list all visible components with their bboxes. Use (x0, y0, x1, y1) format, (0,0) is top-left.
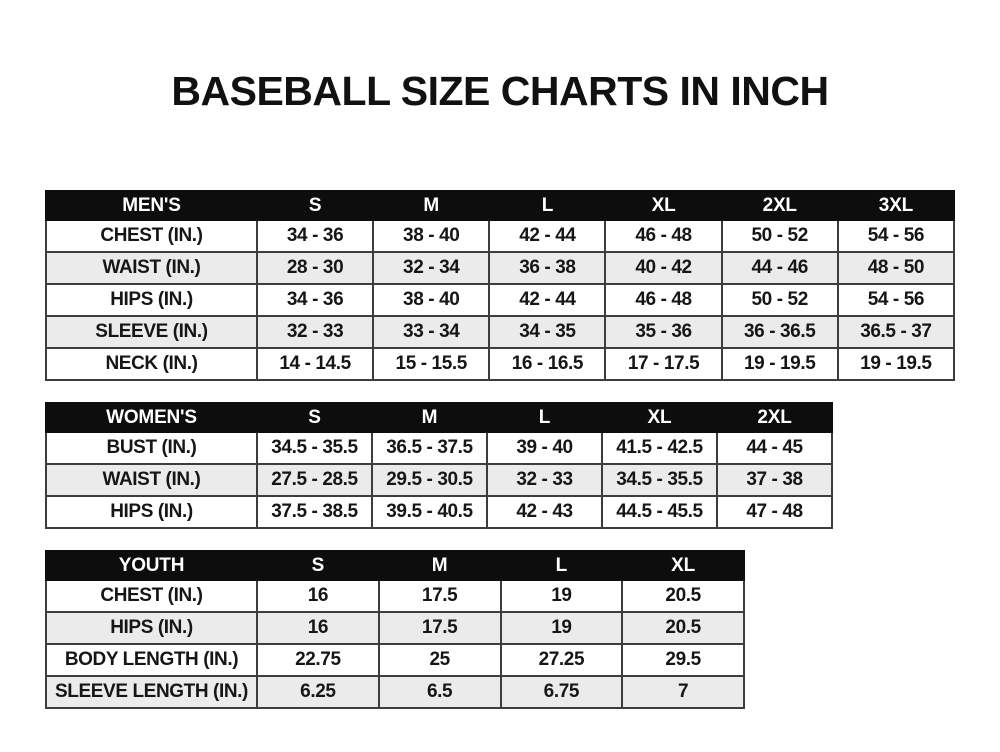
size-value-cell: 6.25 (257, 676, 379, 708)
header-row (46, 551, 744, 580)
size-value-cell: 29.5 - 30.5 (372, 464, 487, 496)
size-value-cell: 20.5 (622, 612, 744, 644)
size-value-cell: 6.5 (379, 676, 501, 708)
mens-size-table (45, 190, 955, 381)
size-column-header: M (379, 551, 501, 580)
table-row (46, 464, 832, 496)
size-value-cell: 39 - 40 (487, 432, 602, 464)
size-value-cell: 34 - 36 (257, 220, 373, 252)
size-value-cell: 41.5 - 42.5 (602, 432, 717, 464)
size-value-cell: 50 - 52 (722, 220, 838, 252)
size-value-cell: 36.5 - 37 (838, 316, 954, 348)
size-column-header: L (489, 191, 605, 220)
size-value-cell: 29.5 (622, 644, 744, 676)
table-row (46, 580, 744, 612)
table-row (46, 220, 954, 252)
row-label: SLEEVE (IN.) (46, 316, 257, 348)
table-row (46, 644, 744, 676)
size-value-cell: 39.5 - 40.5 (372, 496, 487, 528)
row-label: SLEEVE LENGTH (IN.) (46, 676, 257, 708)
size-value-cell: 50 - 52 (722, 284, 838, 316)
size-value-cell: 54 - 56 (838, 220, 954, 252)
size-value-cell: 19 - 19.5 (838, 348, 954, 380)
size-value-cell: 7 (622, 676, 744, 708)
size-value-cell: 38 - 40 (373, 220, 489, 252)
size-column-header: S (257, 191, 373, 220)
table-row (46, 348, 954, 380)
table-row (46, 252, 954, 284)
table-row (46, 284, 954, 316)
row-label: BODY LENGTH (IN.) (46, 644, 257, 676)
page-title: BASEBALL SIZE CHARTS IN INCH (171, 68, 829, 114)
table-row (46, 432, 832, 464)
size-value-cell: 48 - 50 (838, 252, 954, 284)
row-label: HIPS (IN.) (46, 496, 257, 528)
size-value-cell: 17 - 17.5 (605, 348, 721, 380)
size-value-cell: 32 - 33 (487, 464, 602, 496)
size-table (45, 402, 833, 529)
size-column-header: 2XL (722, 191, 838, 220)
size-column-header: 3XL (838, 191, 954, 220)
size-value-cell: 28 - 30 (257, 252, 373, 284)
size-value-cell: 34 - 36 (257, 284, 373, 316)
size-value-cell: 46 - 48 (605, 284, 721, 316)
row-label: CHEST (IN.) (46, 580, 257, 612)
size-column-header: M (373, 191, 489, 220)
size-value-cell: 16 (257, 612, 379, 644)
youth-size-table (45, 550, 745, 709)
size-value-cell: 16 (257, 580, 379, 612)
size-value-cell: 44 - 46 (722, 252, 838, 284)
row-label: WAIST (IN.) (46, 464, 257, 496)
row-label: CHEST (IN.) (46, 220, 257, 252)
size-value-cell: 34.5 - 35.5 (602, 464, 717, 496)
size-value-cell: 35 - 36 (605, 316, 721, 348)
size-value-cell: 20.5 (622, 580, 744, 612)
size-value-cell: 19 (501, 612, 623, 644)
size-column-header: L (487, 403, 602, 432)
table-title-cell: YOUTH (46, 551, 257, 580)
womens-size-table (45, 402, 833, 529)
size-value-cell: 32 - 34 (373, 252, 489, 284)
row-label: BUST (IN.) (46, 432, 257, 464)
size-value-cell: 44.5 - 45.5 (602, 496, 717, 528)
size-value-cell: 15 - 15.5 (373, 348, 489, 380)
size-column-header: S (257, 551, 379, 580)
size-value-cell: 44 - 45 (717, 432, 832, 464)
size-value-cell: 38 - 40 (373, 284, 489, 316)
size-value-cell: 34 - 35 (489, 316, 605, 348)
header-row (46, 191, 954, 220)
row-label: WAIST (IN.) (46, 252, 257, 284)
size-table (45, 550, 745, 709)
size-column-header: M (372, 403, 487, 432)
size-value-cell: 37.5 - 38.5 (257, 496, 372, 528)
table-row (46, 612, 744, 644)
size-value-cell: 33 - 34 (373, 316, 489, 348)
size-value-cell: 19 - 19.5 (722, 348, 838, 380)
size-column-header: XL (602, 403, 717, 432)
size-value-cell: 14 - 14.5 (257, 348, 373, 380)
size-column-header: XL (622, 551, 744, 580)
size-value-cell: 42 - 44 (489, 284, 605, 316)
table-row (46, 676, 744, 708)
size-value-cell: 34.5 - 35.5 (257, 432, 372, 464)
table-title-cell: MEN'S (46, 191, 257, 220)
size-value-cell: 25 (379, 644, 501, 676)
table-row (46, 316, 954, 348)
size-value-cell: 36 - 38 (489, 252, 605, 284)
size-value-cell: 42 - 44 (489, 220, 605, 252)
size-value-cell: 6.75 (501, 676, 623, 708)
size-value-cell: 27.25 (501, 644, 623, 676)
size-table (45, 190, 955, 381)
size-value-cell: 36 - 36.5 (722, 316, 838, 348)
size-value-cell: 19 (501, 580, 623, 612)
size-value-cell: 27.5 - 28.5 (257, 464, 372, 496)
table-row (46, 496, 832, 528)
size-column-header: S (257, 403, 372, 432)
size-column-header: XL (605, 191, 721, 220)
header-row (46, 403, 832, 432)
size-value-cell: 36.5 - 37.5 (372, 432, 487, 464)
size-column-header: 2XL (717, 403, 832, 432)
size-value-cell: 16 - 16.5 (489, 348, 605, 380)
size-column-header: L (501, 551, 623, 580)
size-value-cell: 54 - 56 (838, 284, 954, 316)
row-label: HIPS (IN.) (46, 284, 257, 316)
size-value-cell: 32 - 33 (257, 316, 373, 348)
row-label: NECK (IN.) (46, 348, 257, 380)
size-value-cell: 46 - 48 (605, 220, 721, 252)
size-value-cell: 40 - 42 (605, 252, 721, 284)
size-value-cell: 22.75 (257, 644, 379, 676)
size-value-cell: 42 - 43 (487, 496, 602, 528)
row-label: HIPS (IN.) (46, 612, 257, 644)
size-value-cell: 47 - 48 (717, 496, 832, 528)
size-value-cell: 37 - 38 (717, 464, 832, 496)
table-title-cell: WOMEN'S (46, 403, 257, 432)
size-value-cell: 17.5 (379, 580, 501, 612)
size-value-cell: 17.5 (379, 612, 501, 644)
